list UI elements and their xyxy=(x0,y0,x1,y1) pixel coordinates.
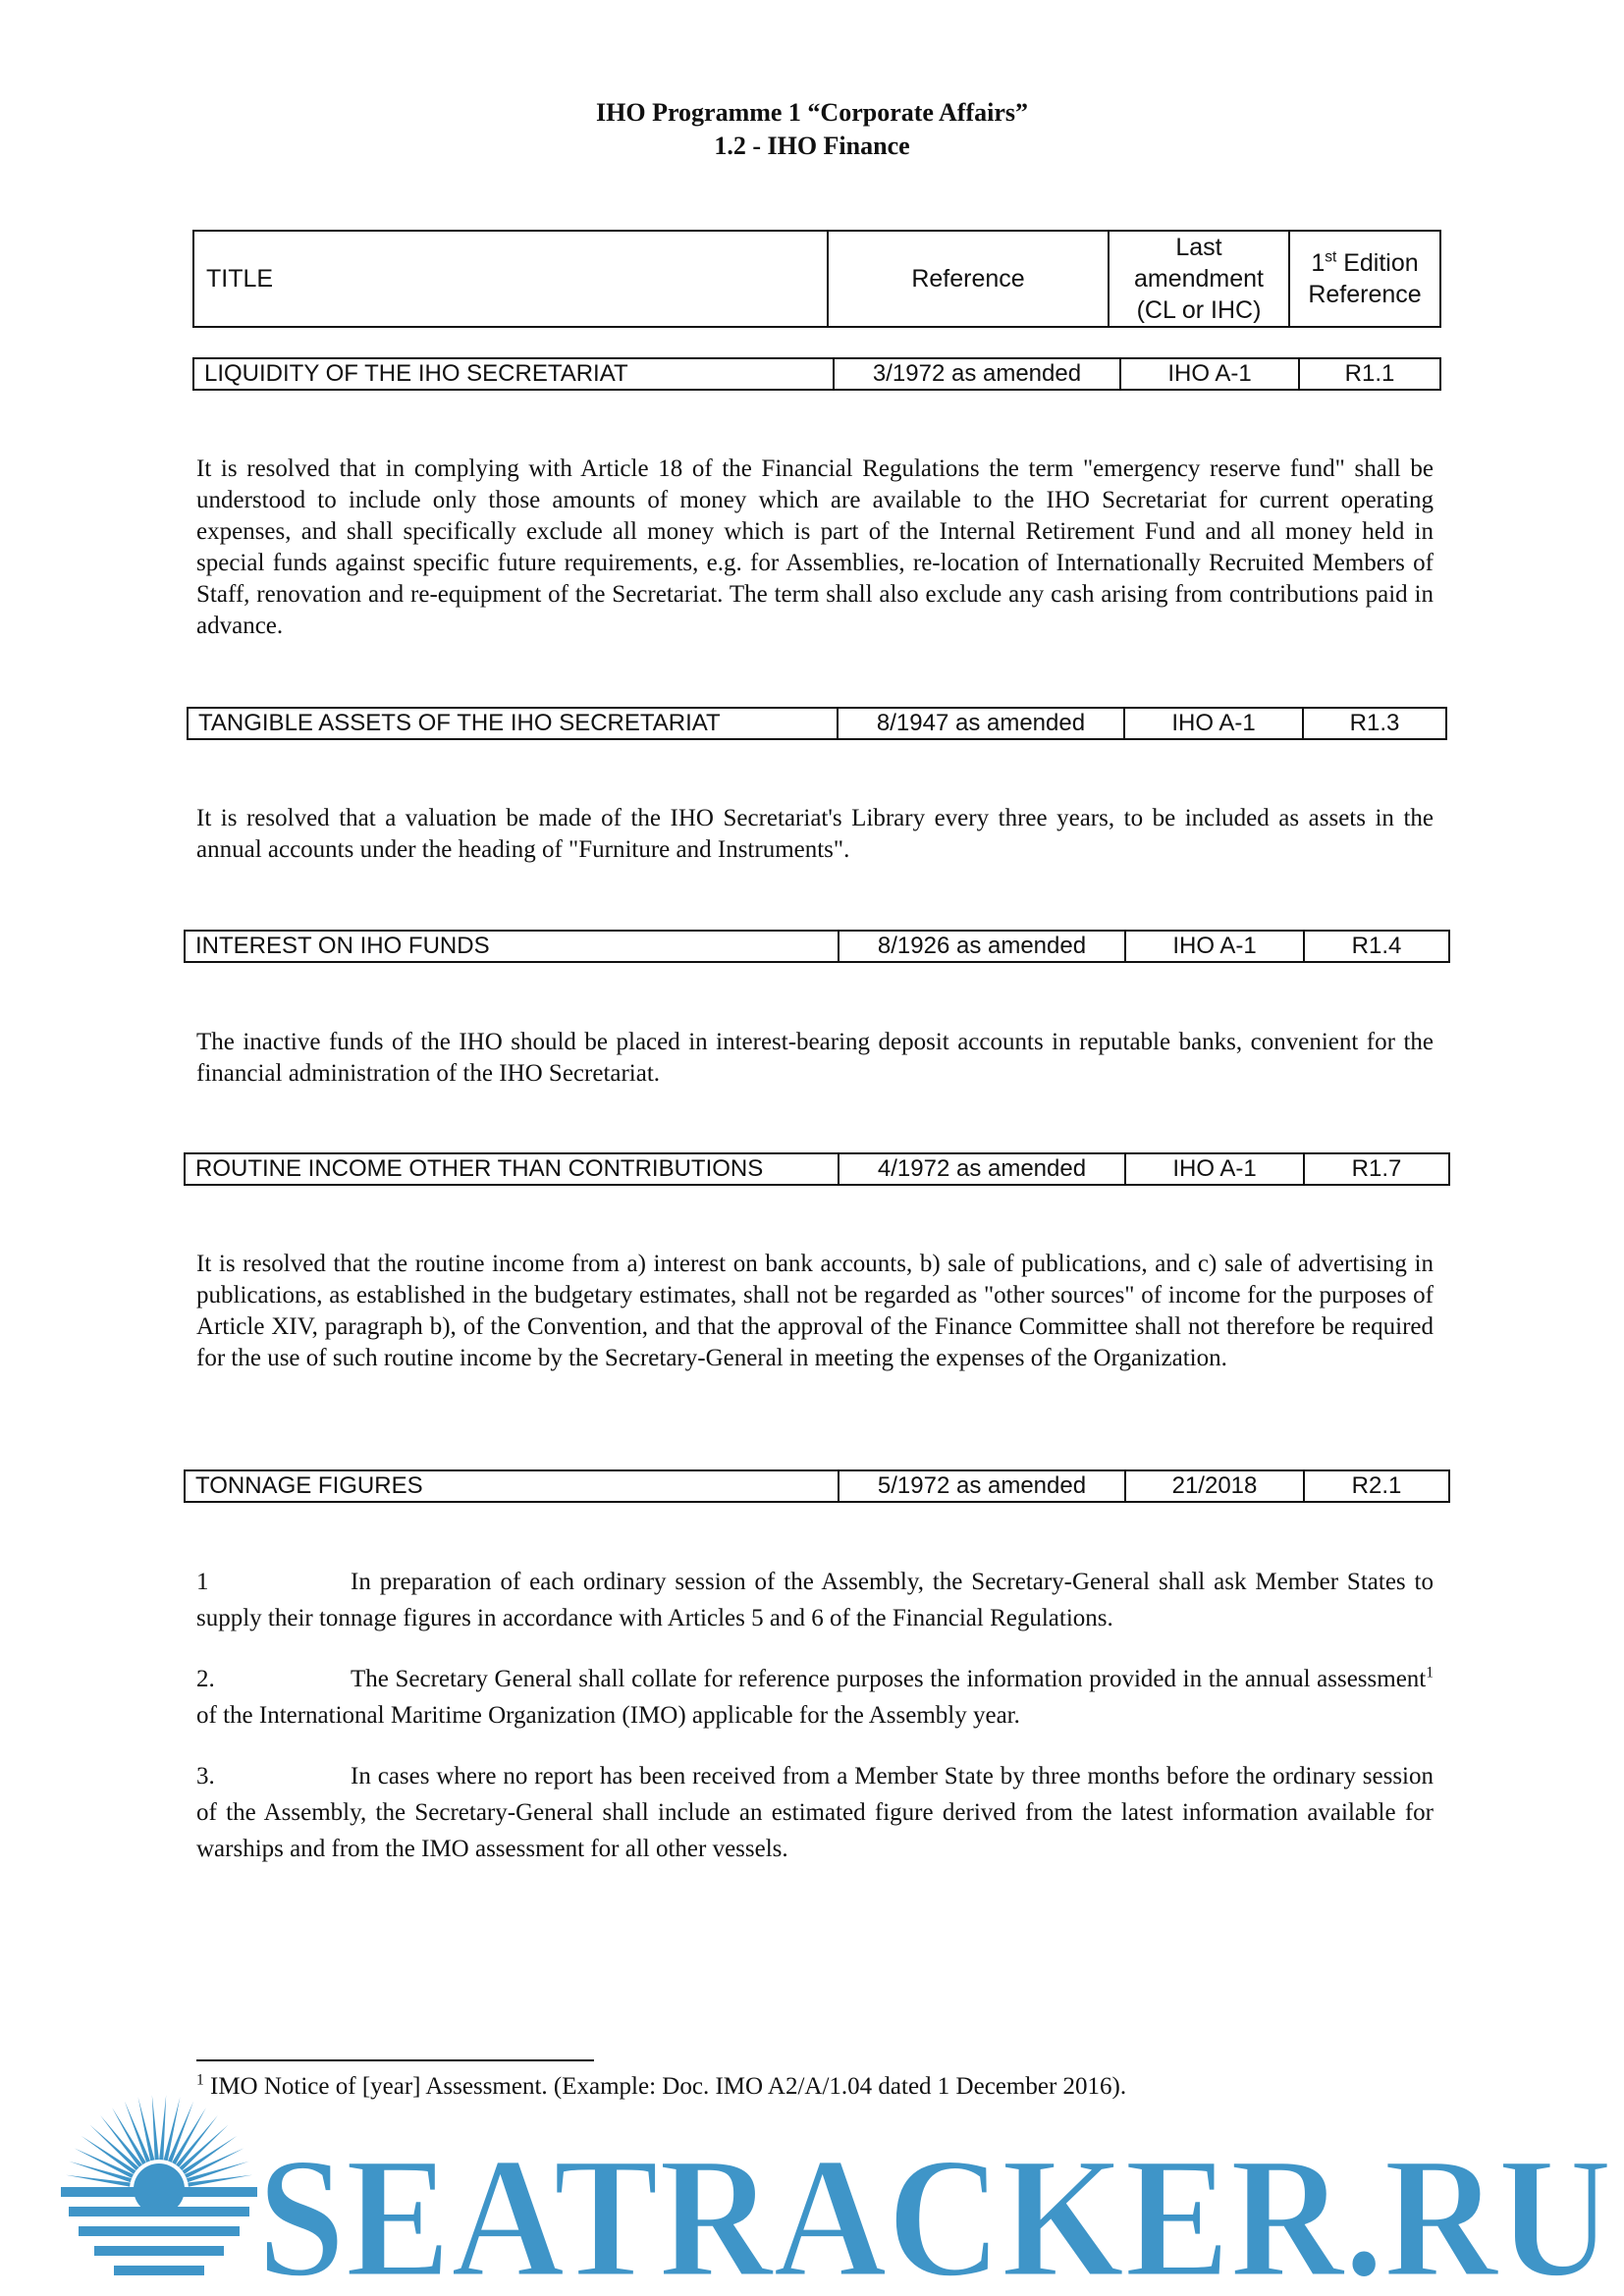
sun-ray xyxy=(138,2097,155,2161)
logo-bar xyxy=(114,2266,204,2275)
header-last-amendment: Last amendment (CL or IHC) xyxy=(1109,231,1289,327)
section-title: TONNAGE FIGURES xyxy=(185,1470,839,1502)
column-header-table xyxy=(192,230,1441,328)
watermark xyxy=(0,2091,1624,2296)
section-paragraph: It is resolved that in complying with Article 18 of the Financial Regulations the term "emergency reserve fund" shall be understood to include only those amounts of money which are available to the IHO Secretariat for current operating expenses, and shall specifically exclude all money which is part of the Internal Retirement Fund and all money held in special funds against specific future requirements, e.g. for Assemblies, re-location of Internationally Recruited Members of Staff, renovation and re-equipment of the Secretariat. The term shall also exclude any cash arising from contributions paid in advance. xyxy=(196,455,1434,639)
sun-ray xyxy=(185,2148,244,2178)
watermark-text: SEATRACKER.RU xyxy=(257,2122,1612,2296)
logo-bar xyxy=(79,2226,240,2236)
logo-bar xyxy=(69,2207,249,2216)
section-edition-ref: R2.1 xyxy=(1304,1470,1449,1502)
item-text-continued: of the International Maritime Organization (IMO) applicable for the Assembly year. xyxy=(196,1702,1020,1729)
section-title: LIQUIDITY OF THE IHO SECRETARIAT xyxy=(193,358,834,390)
section-amendment: IHO A-1 xyxy=(1125,931,1304,962)
header-title: TITLE xyxy=(193,231,828,327)
tonnage-item-1 xyxy=(196,1564,1434,1636)
sun-ray xyxy=(75,2148,134,2178)
section-title: TANGIBLE ASSETS OF THE IHO SECRETARIAT xyxy=(188,708,838,739)
sun-ray xyxy=(159,2095,166,2160)
section-reference: 3/1972 as amended xyxy=(834,358,1120,390)
section-header-row xyxy=(184,1152,1450,1186)
tonnage-item-3 xyxy=(196,1758,1434,1867)
section-amendment: 21/2018 xyxy=(1125,1470,1304,1502)
section-paragraph: The inactive funds of the IHO should be placed in interest-bearing deposit accounts in reputable banks, convenient for the financial administration of the IHO Secretariat. xyxy=(196,1029,1434,1087)
section-header-row xyxy=(184,930,1450,963)
item-text: In preparation of each ordinary session of the Assembly, the Secretary-General shall ask Member States to supply their tonnage figures in accordance with Articles 5 and 6 of the Financial Regulations. xyxy=(196,1569,1434,1631)
sun-ray xyxy=(152,2095,159,2160)
programme-title: IHO Programme 1 “Corporate Affairs” xyxy=(596,98,1028,127)
item-number: 1 xyxy=(196,1569,209,1595)
section-title: ROUTINE INCOME OTHER THAN CONTRIBUTIONS xyxy=(185,1153,839,1185)
footnote-marker: 1 xyxy=(196,2071,204,2089)
logo-bar xyxy=(94,2246,224,2256)
sun-ray xyxy=(164,2097,181,2161)
section-edition-ref: R1.3 xyxy=(1303,708,1446,739)
item-number: 2. xyxy=(196,1666,215,1692)
section-edition-ref: R1.4 xyxy=(1304,931,1449,962)
logo-bar xyxy=(61,2187,257,2197)
item-text: The Secretary General shall collate for reference purposes the information provided in the annual assessment xyxy=(351,1666,1427,1692)
footnote-text: IMO Notice of [year] Assessment. (Example: Doc. IMO A2/A/1.04 dated 1 December 2016). xyxy=(203,2073,1127,2100)
section-reference: 4/1972 as amended xyxy=(839,1153,1125,1185)
document-heading xyxy=(0,96,1624,163)
section-reference: 8/1926 as amended xyxy=(839,931,1125,962)
section-header-row xyxy=(187,707,1447,740)
section-edition-ref: R1.7 xyxy=(1304,1153,1449,1185)
item-text: In cases where no report has been received from a Member State by three months before the ordinary session of the Assembly, the Secretary-General shall include an estimated figure derived from the latest information available for warships and from the IMO assessment for all other vessels. xyxy=(196,1763,1434,1862)
footnote-separator xyxy=(196,2059,594,2061)
section-subtitle: 1.2 - IHO Finance xyxy=(714,132,910,160)
section-title: INTEREST ON IHO FUNDS xyxy=(185,931,839,962)
sun-ray xyxy=(90,2125,139,2170)
section-header-row xyxy=(184,1469,1450,1503)
section-reference: 8/1947 as amended xyxy=(838,708,1124,739)
item-number: 3. xyxy=(196,1763,215,1789)
section-amendment: IHO A-1 xyxy=(1120,358,1299,390)
section-reference: 5/1972 as amended xyxy=(839,1470,1125,1502)
header-reference: Reference xyxy=(828,231,1109,327)
section-amendment: IHO A-1 xyxy=(1124,708,1303,739)
section-amendment: IHO A-1 xyxy=(1125,1153,1304,1185)
sun-logo-icon xyxy=(61,2095,257,2275)
section-paragraph: It is resolved that a valuation be made of the IHO Secretariat's Library every three years, to be included as assets in the annual accounts under the heading of "Furniture and Instruments". xyxy=(196,805,1434,863)
section-paragraph: It is resolved that the routine income from a) interest on bank accounts, b) sale of publications, and c) sale of advertising in publications, as established in the budgetary estimates, shall not be regarded as "other sources" of income for the purposes of Article XIV, paragraph b), of the Convention, and that the approval of the Finance Committee shall not therefore be required for the use of such routine income by the Secretary-General in meeting the expenses of the Organization. xyxy=(196,1251,1434,1371)
tonnage-item-2 xyxy=(196,1661,1434,1734)
footnote-reference[interactable]: 1 xyxy=(1426,1664,1434,1682)
section-edition-ref: R1.1 xyxy=(1299,358,1440,390)
section-header-row xyxy=(192,357,1441,391)
sun-ray xyxy=(180,2125,229,2170)
header-edition-reference: 1st Edition Reference xyxy=(1289,231,1440,327)
